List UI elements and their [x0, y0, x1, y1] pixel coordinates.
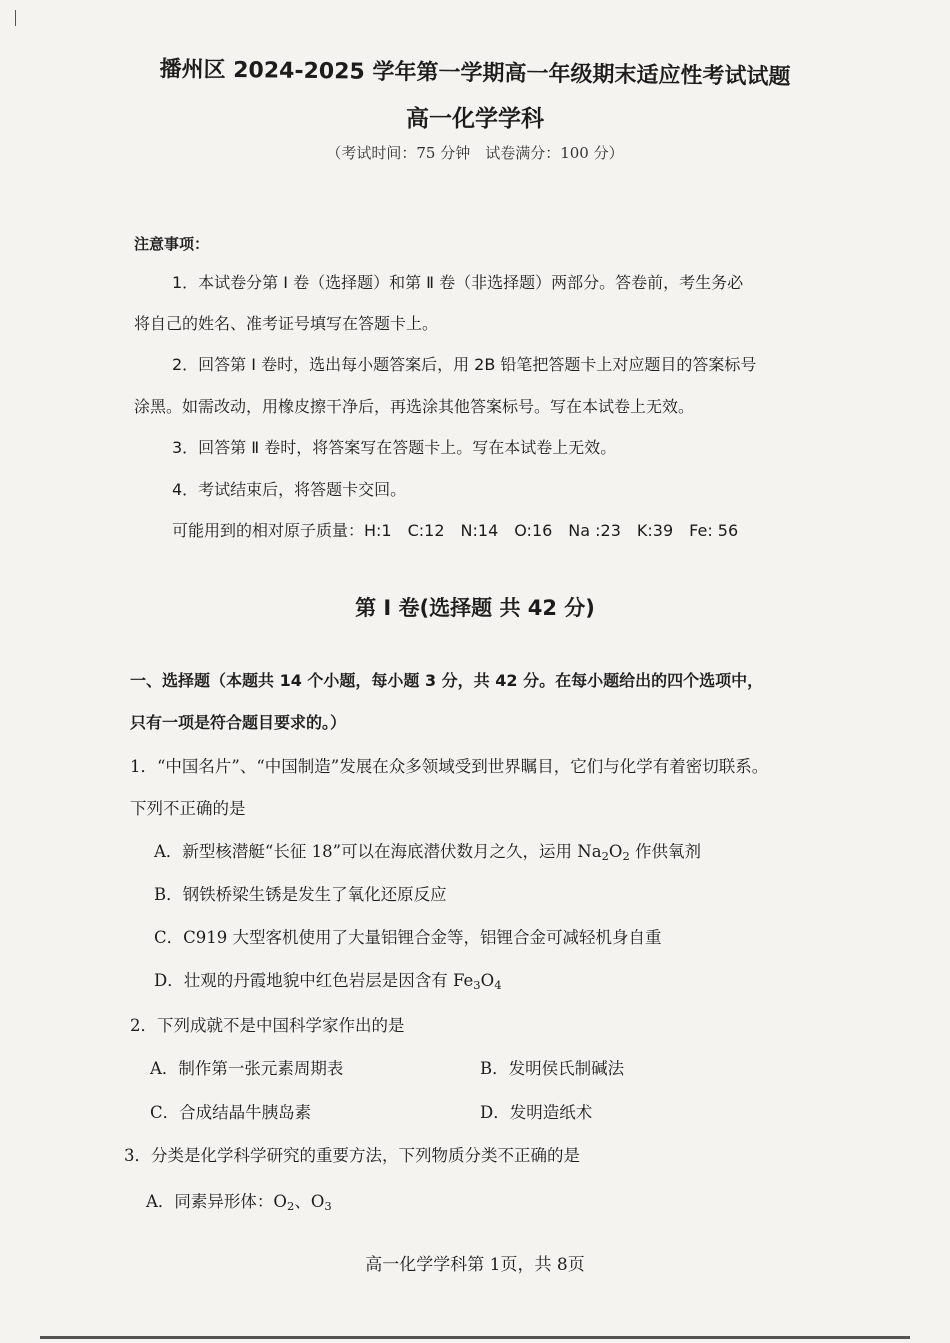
note-1-line-1: 1．本试卷分第 Ⅰ 卷（选择题）和第 Ⅱ 卷（非选择题）两部分。答卷前，考生务必 [172, 273, 744, 292]
q1-stem-line-2: 下列不正确的是 [130, 799, 246, 818]
separator: 、 [294, 1192, 311, 1211]
q2-option-a: A．制作第一张元素周期表 [150, 1059, 344, 1078]
q3-option-a-text: A．同素异形体： [146, 1192, 274, 1211]
q1-option-a [154, 838, 701, 862]
q2-stem: 2．下列成就不是中国科学家作出的是 [130, 1016, 405, 1035]
note-3: 3．回答第 Ⅱ 卷时，将答案写在答题卡上。写在本试卷上无效。 [172, 438, 617, 457]
q1-stem-line-1: 1．“中国名片”、“中国制造”发展在众多领域受到世界瞩目，它们与化学有着密切联系。 [130, 757, 769, 776]
note-4: 4．考试结束后，将答题卡交回。 [172, 480, 407, 499]
q2-option-d: D．发明造纸术 [480, 1103, 593, 1122]
subscript: 3 [324, 1198, 332, 1213]
formula-o: O [608, 842, 623, 861]
formula-o: O [273, 1192, 287, 1211]
exam-title: 播州区 2024-2025 学年第一学期高一年级期末适应性考试试题 [159, 57, 791, 90]
q1-option-d [154, 967, 502, 991]
note-2-line-2: 涂黑。如需改动，用橡皮擦干净后，再选涂其他答案标号。写在本试卷上无效。 [134, 397, 695, 416]
atomic-mass-line: 可能用到的相对原子质量：H:1 C:12 N:14 O:16 Na :23 K:39 Fe: 56 [172, 521, 739, 540]
formula-fe: Fe [452, 971, 474, 990]
subscript: 2 [622, 848, 630, 863]
q1-option-a-text: A．新型核潜艇“长征 18”可以在海底潜伏数月之久，运用 [154, 842, 578, 861]
q2-option-c: C．合成结晶牛胰岛素 [150, 1103, 312, 1122]
formula-na: Na [577, 842, 602, 861]
subject-title: 高一化学学科 [406, 106, 544, 132]
q1-option-b: B．钢铁桥梁生锈是发生了氧化还原反应 [154, 885, 447, 904]
section-title: 第 Ⅰ 卷(选择题 共 42 分) [355, 596, 595, 620]
subscript: 4 [494, 977, 502, 992]
q2-option-b: B．发明侯氏制碱法 [480, 1059, 625, 1078]
subscript: 2 [601, 848, 609, 863]
q1-option-a-tail: 作供氧剂 [629, 842, 702, 861]
subscript: 3 [473, 977, 481, 992]
note-1-line-2: 将自己的姓名、准考证号填写在答题卡上。 [134, 314, 439, 333]
q3-stem: 3．分类是化学科学研究的重要方法，下列物质分类不正确的是 [124, 1146, 580, 1165]
formula-o: O [310, 1192, 325, 1211]
q3-option-a [146, 1188, 332, 1212]
scan-mark [15, 10, 16, 26]
formula-o: O [480, 971, 495, 990]
q1-option-c: C．C919 大型客机使用了大量铝锂合金等，铝锂合金可减轻机身自重 [154, 928, 662, 947]
exam-info: （考试时间：75 分钟 试卷满分：100 分） [326, 144, 624, 162]
note-2-line-1: 2．回答第 Ⅰ 卷时，选出每小题答案后，用 2B 铅笔把答题卡上对应题目的答案标号 [172, 355, 757, 374]
scan-bottom-edge [40, 1336, 910, 1339]
section-instruction-line-2: 只有一项是符合题目要求的。） [130, 713, 347, 732]
notes-heading: 注意事项： [134, 235, 210, 253]
section-instruction-line-1: 一、选择题（本题共 14 个小题，每小题 3 分，共 42 分。在每小题给出的四个选项中， [130, 671, 764, 690]
page-footer: 高一化学学科第 1页，共 8页 [365, 1255, 585, 1275]
q1-option-d-text: D．壮观的丹霞地貌中红色岩层是因含有 [154, 971, 453, 990]
subscript: 2 [286, 1198, 295, 1213]
